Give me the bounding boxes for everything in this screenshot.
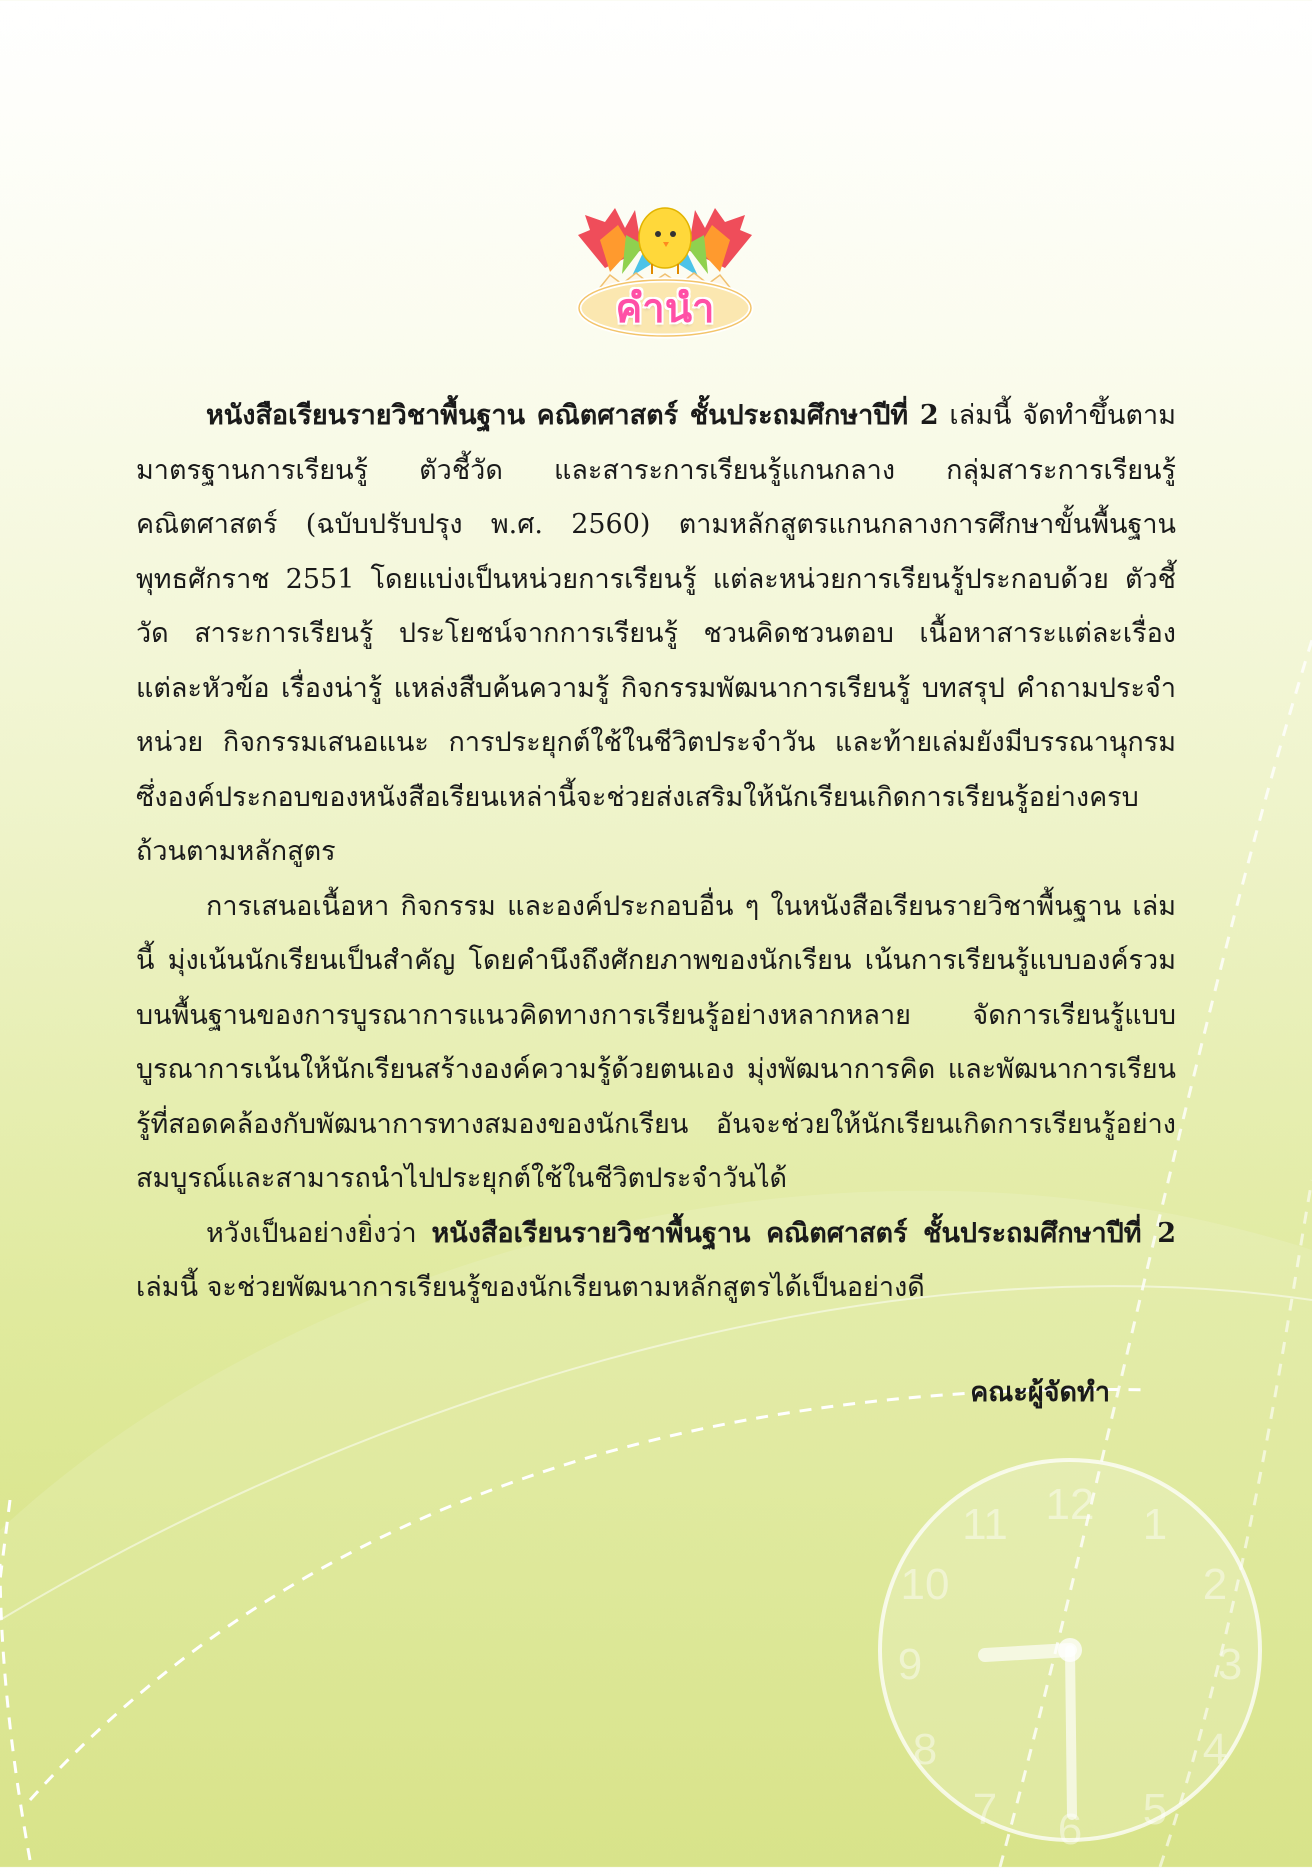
clock-number: 12 [1045,1480,1095,1529]
clock-number: 8 [912,1725,938,1774]
paragraph-1 [136,389,1176,880]
foreword-body [136,389,1176,1316]
clock-hour-hand [985,1650,1070,1655]
clock-number: 2 [1202,1560,1228,1609]
paragraph-2: การเสนอเนื้อหา กิจกรรม และองค์ประกอบอื่น ๆ ในหนังสือเรียนรายวิชาพื้นฐาน เล่มนี้ มุ่งเน้นนักเรียนเป็นสำคัญ โดยคำนึงถึงศักยภาพของนักเรียน เน้นการเรียนรู้แบบองค์รวมบนพื้นฐานของการบูรณาการแนวคิดทางการเรียนรู้อย่างหลากหลาย จัดการเรียนรู้แบบบูรณาการเน้นให้นักเรียนสร้างองค์ความรู้ด้วยตนเอง มุ่งพัฒนาการคิด และพัฒนาการเรียนรู้ที่สอดคล้องกับพัฒนาการทางสมองของนักเรียน อันจะช่วยให้นักเรียนเกิดการเรียนรู้อย่างสมบูรณ์และสามารถนำไปประยุกต์ใช้ในชีวิตประจำวันได้ [136,890,1176,1194]
clock-number: 1 [1142,1500,1168,1549]
paragraph-3-intro: หวังเป็นอย่างยิ่งว่า [206,1217,432,1249]
paragraph-3 [136,1207,1176,1316]
clock-number: 4 [1202,1725,1228,1774]
clock-number: 6 [1057,1805,1083,1854]
book-title-bold: หนังสือเรียนรายวิชาพื้นฐาน คณิตศาสตร์ ชั้นประถมศึกษาปีที่ 2 [431,1217,1176,1249]
clock-number: 10 [900,1560,950,1609]
clock-number: 5 [1142,1785,1168,1834]
paragraph-1-text: เล่มนี้ จัดทำขึ้นตามมาตรฐานการเรียนรู้ ตัวชี้วัด และสาระการเรียนรู้แกนกลาง กลุ่มสาระการเรียนรู้คณิตศาสตร์ (ฉบับปรับปรุง พ.ศ. 2560) ตามหลักสูตรแกนกลางการศึกษาขั้นพื้นฐาน พุทธศักราช 2551 โดยแบ่งเป็นหน่วยการเรียนรู้ แต่ละหน่วยการเรียนรู้ประกอบด้วย ตัวชี้วัด สาระการเรียนรู้ ประโยชน์จากการเรียนรู้ ชวนคิดชวนตอบ เนื้อหาสาระแต่ละเรื่อง แต่ละหัวข้อ เรื่องน่ารู้ แหล่งสืบค้นความรู้ กิจกรรมพัฒนาการเรียนรู้ บทสรุป คำถามประจำหน่วย กิจกรรมเสนอแนะ การประยุกต์ใช้ในชีวิตประจำวัน และท้ายเล่มยังมีบรรณานุกรม ซึ่งองค์ประกอบของหนังสือเรียนเหล่านี้จะช่วยส่งเสริมให้นักเรียนเกิดการเรียนรู้อย่างครบถ้วนตามหลักสูตร [136,400,1176,867]
clock-minute-hand [1070,1650,1072,1815]
book-title-bold: หนังสือเรียนรายวิชาพื้นฐาน คณิตศาสตร์ ชั้นประถมศึกษาปีที่ 2 [206,400,939,431]
clock-number: 3 [1217,1640,1243,1689]
page-title: คำนำ [615,286,715,332]
signature: คณะผู้จัดทำ [970,1377,1110,1408]
clock-number: 9 [897,1640,923,1689]
paragraph-3-text: เล่มนี้ จะช่วยพัฒนาการเรียนรู้ของนักเรียนตามหลักสูตรได้เป็นอย่างดี [136,1272,925,1303]
clock-icon [870,1410,1270,1870]
clock-number: 7 [972,1785,998,1834]
clock-number: 11 [962,1500,1008,1549]
